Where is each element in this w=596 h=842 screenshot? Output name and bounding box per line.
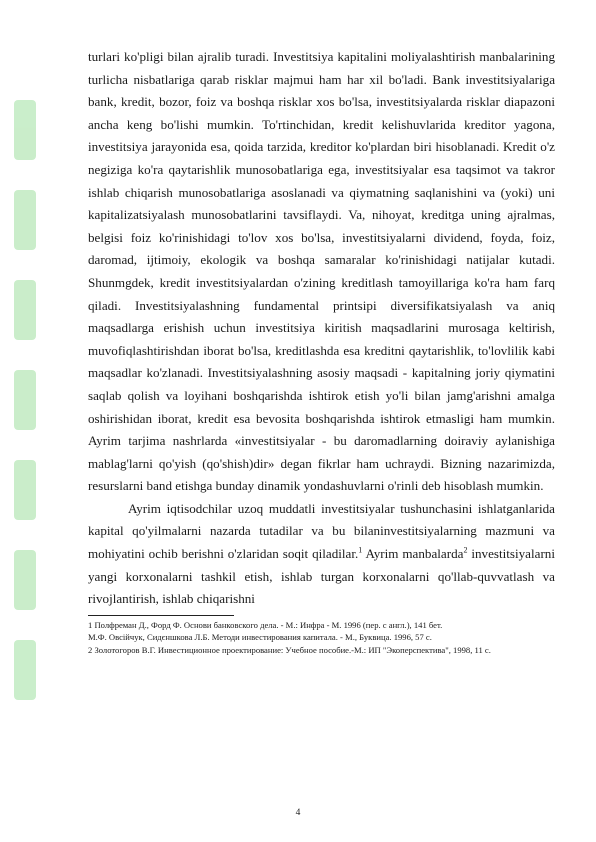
- page-number: 4: [295, 808, 301, 818]
- watermark-stripe: [10, 80, 40, 780]
- footnote-1: 1 Полфреман Д., Форд Ф. Основи банковского дела. - М.: Инфра - М. 1996 (пер. с англ.), 141 бет.: [88, 619, 443, 630]
- paragraph-1: turlari ko'pligi bilan ajralib turadi. Investitsiya kapitalini moliyalashtirish manbalarining turlicha nisbatlariga qarab risklar majmui ham har xil bo'ladi. Bank investitsiyalariga bank, kredit, bozor, foiz va boshqa risklar xos bo'lsa, investitsiyalarda risklar diapazoni ancha keng bo'lishi mumkin. To'rtinchidan, kredit kelishuvlarida kreditor yagona, investitsiya jarayonida esa, qoida tarzida, kreditor ko'plardan biri hisoblanadi. Kredit o'z negiziga ko'ra qaytarishlik munosobatlariga ega, investitsiyalar esa taqsimot va takror ishlab chiqarish munosobatlariga asoslanadi va qiymatning saqlanishini va (yoki) uni kapitalizatsiyalash munosobatlarini tavsiflaydi. Va, nihoyat, kreditga uning ajralmas, belgisi foiz ko'rinishidagi to'lov xos bo'lsa, investitsiyalarni dividend, foyda, foiz, daromad, ijtimoiy, ekologik va boshqa samaralar ko'rinishidagi natijalar kutadi. Shunmgdek, kredit investitsiyalardan o'zining kreditlash tamoyillariga ko'ra ham farq qiladi. Investitsiyalashning fundamental printsipi diversifikatsiyalash va aniq maqsadlarga erishish uchun investitsiya kiritish maqsadlarini murosaga keltirish, muvofiqlashtirishdan iborat bo'lsa, kreditlashda esa kreditni qaytarishlik, to'lovlilik kabi maqsadlar ko'zlanadi. Investitsiyalashning asosiy maqsadi - kapitalning joriy qiymatini saqlab qolish va loyihani boshqarishda ishtirok etish yo'li bilan jamg'arishni amalga oshirishidan iborat, kredit esa bevosita boshqarishda ishtirok etmasligi ham mumkin. Ayrim tarjima nashrlarda «investitsiyalar - bu daromadlarning doiraviy aylanishiga mablag'larni qo'yish (qo'shish)dir» degan fikrlar ham uchraydi. Bizning nazarimizda, resurslarni band etishga bunday dinamik yondashuvlarni o'rinli deb hisoblash mumkin.: [88, 49, 555, 494]
- paragraph-2-part-1: Ayrim iqtisodchilar uzoq muddatli investitsiyalar tushunchasini ishlatganlarida kapital qo'yilmalarni nazarda tutadilar va bu bilaninvestitsiyalarning mazmuni va mohiyatini ochib berishni o'zlaridan soqit qiladilar.: [88, 500, 555, 562]
- paragraph-2-part-2: Ayrim manbalarda: [362, 546, 464, 562]
- paragraph-2-part-3: investitsiyalarni yangi korxonalarni tashkil etish, ishlab turgan korxonalarni qo'llab-quvvatlash va rivojlantirish, ishlab chiqarishni: [88, 546, 555, 607]
- footnote-2: 2 Золотогоров В.Г. Инвестиционное проектирование: Учебное пособие.-М.: ИП "Экоперспектива", 1998, 11 с.: [88, 644, 491, 655]
- footnote-ref-1[interactable]: 1: [358, 545, 363, 555]
- footnote-ref-2[interactable]: 2: [463, 545, 468, 555]
- footnote-divider: [88, 615, 234, 616]
- page-body: [88, 46, 555, 656]
- footnote-1-continued: М.Ф. Овсійчук, Сидєншкова Л.Б. Методи инвестирования капитала. - М., Буквица. 1996, 57 с.: [88, 632, 432, 643]
- footnotes: [88, 619, 555, 656]
- paragraph-2: [88, 498, 555, 611]
